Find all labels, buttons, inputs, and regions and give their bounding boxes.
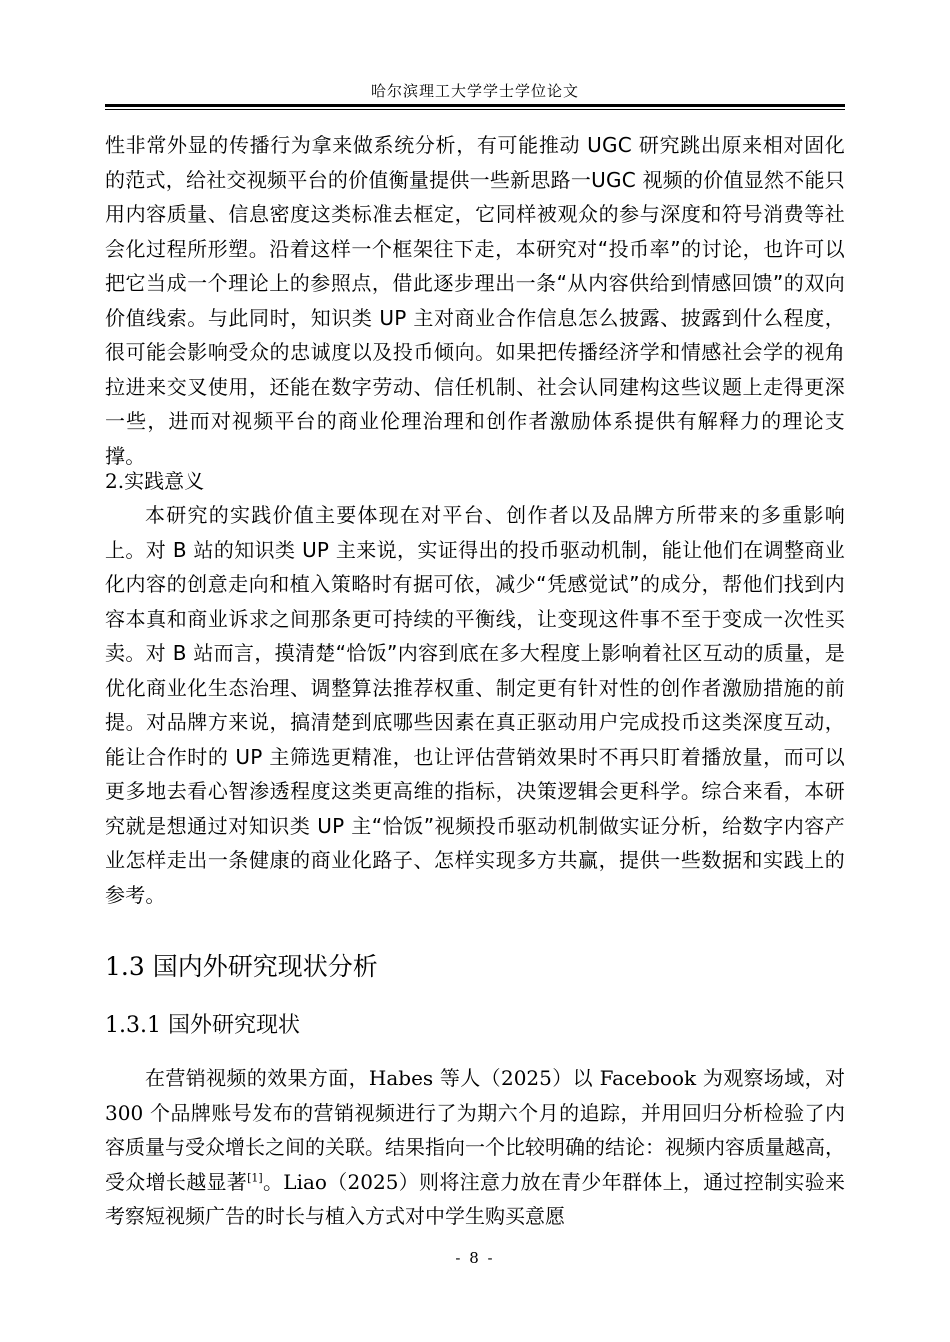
paragraph-text-before-ref: 在营销视频的效果方面，Habes 等人（2025）以 Facebook 为观察场域，对 300 个品牌账号发布的营销视频进行了为期六个月的追踪，并用回归分析检验了内容质量与受众增长之间的关联。结果指向一个比较明确的结论：视频内容质量越高，受众增长越显著 (105, 1066, 845, 1194)
subsection-label-practical: 2.实践意义 (105, 469, 205, 493)
page-number: - 8 - (455, 1249, 495, 1267)
body-paragraph-practical: 本研究的实践价值主要体现在对平台、创作者以及品牌方所带来的多重影响上。对 B 站的知识类 UP 主来说，实证得出的投币驱动机制，能让他们在调整商业化内容的创意走向和植入策略时有据可依，减少“凭感觉试”的成分，帮他们找到内容本真和商业诉求之间那条更可持续的平衡线，让变现这件事不至于变成一次性买卖。对 B 站而言，摸清楚“恰饭”内容到底在多大程度上影响着社区互动的质量，是优化商业化生态治理、调整算法推荐权重、制定更有针对性的创作者激励措施的前提。对品牌方来说，搞清楚到底哪些因素在真正驱动用户完成投币这类深度互动，能让合作时的 UP 主筛选更精准，也让评估营销效果时不再只盯着播放量，而可以更多地去看心智渗透程度这类更高维的指标，决策逻辑会更科学。综合来看，本研究就是想通过对知识类 UP 主“恰饭”视频投币驱动机制做实证分析，给数字内容产业怎样走出一条健康的商业化路子、怎样实现多方共赢，提供一些数据和实践上的参考。 (105, 503, 845, 907)
body-paragraph-foreign-research (105, 1061, 845, 1234)
citation-ref[interactable]: [1] (247, 1170, 263, 1184)
section-heading: 1.3 国内外研究现状分析 (105, 952, 378, 981)
paragraph-text-after-ref: 。Liao（2025）则将注意力放在青少年群体上，通过控制实验来考察短视频广告的时长与植入方式对中学生购买意愿 (105, 1169, 845, 1228)
subsection-heading: 1.3.1 国外研究现状 (105, 1013, 300, 1038)
header-rule-thick (105, 104, 845, 107)
body-paragraph-theory: 性非常外显的传播行为拿来做系统分析，有可能推动 UGC 研究跳出原来相对固化的范式，给社交视频平台的价值衡量提供一些新思路一UGC 视频的价值显然不能只用内容质量、信息密度这类标准去框定，它同样被观众的参与深度和符号消费等社会化过程所形塑。沿着这样一个框架往下走，本研究对“投币率”的讨论，也许可以把它当成一个理论上的参照点，借此逐步理出一条“从内容供给到情感回馈”的双向价值线索。与此同时，知识类 UP 主对商业合作信息怎么披露、披露到什么程度，很可能会影响受众的忠诚度以及投币倾向。如果把传播经济学和情感社会学的视角拉进来交叉使用，还能在数字劳动、信任机制、社会认同建构这些议题上走得更深一些，进而对视频平台的商业伦理治理和创作者激励体系提供有解释力的理论支撑。 (105, 133, 845, 468)
header-rule-thin (105, 109, 845, 110)
running-header-title: 哈尔滨理工大学学士学位论文 (370, 82, 579, 100)
